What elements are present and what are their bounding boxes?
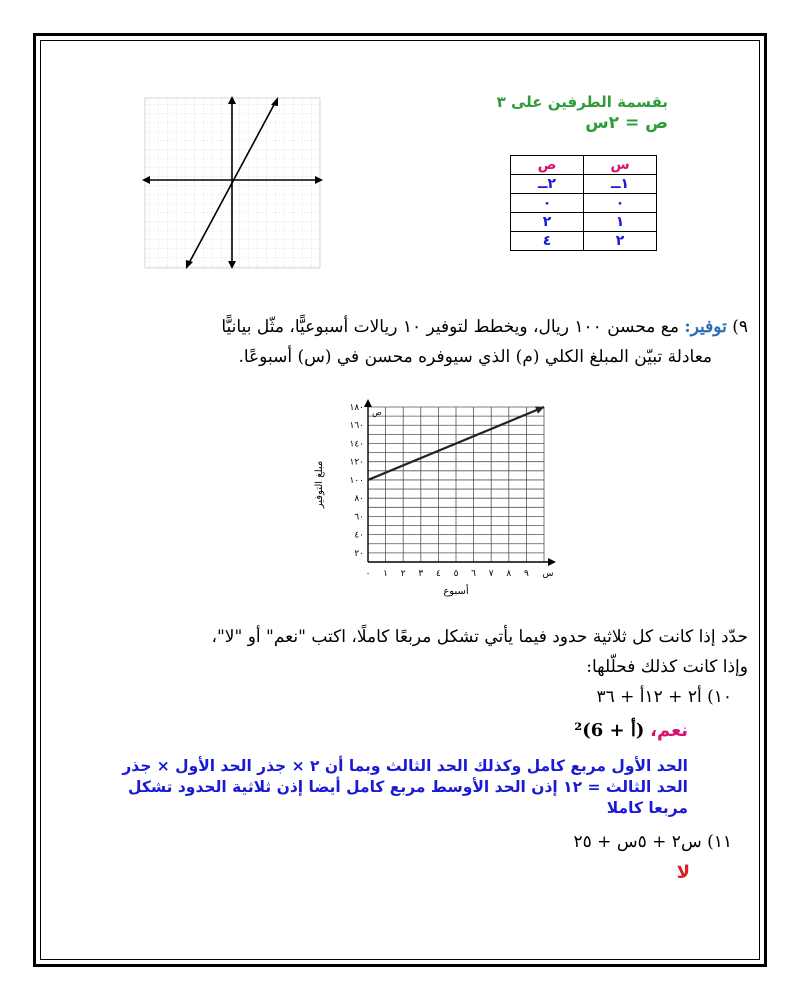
y-tick-label: ٦٠: [354, 512, 364, 523]
q10-explanation: [48, 756, 688, 819]
q9-text-line1: مع محسن ١٠٠ ريال، ويخطط لتوفير ١٠ ريالات أسبوعيًّا، مثّل بيانيًّا: [221, 317, 679, 337]
table-cell: ٠: [511, 194, 584, 213]
y-tick-label: ٤٠: [354, 530, 364, 541]
table-row: [511, 175, 657, 194]
x-tick-label: ٥: [453, 569, 459, 579]
q9-text-line2: معادلة تبيّن المبلغ الكلي (م) الذي سيوفره محسن في (س) أسبوعًا.: [238, 347, 712, 367]
table-cell: ٢: [584, 232, 657, 251]
x-tick-label: ٧: [488, 569, 494, 579]
table-cell: ٠: [584, 194, 657, 213]
x-tick-label: ٠: [365, 569, 371, 579]
q9-title: توفير:: [684, 317, 727, 337]
equation-label: ص = ٢س: [585, 113, 668, 133]
q10-answer-expr: (أ + 6)²: [574, 720, 645, 741]
coordinate-graph: [140, 95, 325, 270]
x-tick-label: ٩: [523, 569, 529, 579]
x-tick-label: ٨: [506, 569, 512, 579]
savings-chart: [300, 395, 560, 600]
y-tick-label: ١٨٠: [349, 403, 364, 413]
table-row: [511, 232, 657, 251]
x-axis-label: أسبوع: [443, 586, 469, 597]
instructions-block: [48, 622, 748, 682]
table-cell: ١ــ: [584, 175, 657, 194]
q10-answer-word: نعم،: [650, 720, 688, 741]
x-axis-arrow: [548, 558, 556, 566]
x-tick-label: ١: [383, 569, 389, 579]
x-tick-label: ٣: [418, 569, 424, 579]
table-row: [511, 194, 657, 213]
y-axis-var: ص: [372, 408, 382, 417]
q11-answer: لا: [676, 862, 690, 883]
q9-number: ٩): [732, 317, 748, 337]
x-tick-label: ٤: [435, 569, 441, 579]
y-tick-label: ١٠٠: [349, 475, 364, 486]
table-cell: ١: [584, 213, 657, 232]
table-cell: ٢ــ: [511, 175, 584, 194]
y-tick-label: ١٦٠: [349, 421, 364, 432]
step-label: بقسمة الطرفين على ٣: [496, 93, 668, 111]
x-tick-label: ٦: [471, 569, 477, 579]
x-tick-label: ٢: [400, 569, 406, 579]
y-tick-label: ١٤٠: [349, 439, 364, 450]
y-tick-label: ٨٠: [354, 494, 364, 505]
y-axis-label: مبلغ التوفير: [314, 460, 325, 509]
q11-expression: ١١) س٢ + ٥س + ٢٥: [573, 832, 732, 852]
q10-explanation-line3: مربعا كاملا: [606, 799, 688, 817]
y-tick-label: ١٢٠: [349, 457, 364, 468]
y-tick-label: ٢٠: [354, 548, 364, 559]
y-axis-arrow: [364, 399, 372, 407]
table-header-cell: ص: [511, 156, 584, 175]
instructions-line1: حدّد إذا كانت كل ثلاثية حدود فيما يأتي تشكل مربعًا كاملًا، اكتب "نعم" أو "لا"،: [211, 627, 748, 647]
table-row: [511, 213, 657, 232]
table-cell: ٢: [511, 213, 584, 232]
table-header-row: [511, 156, 657, 175]
q10-explanation-line1: الحد الأول مربع كامل وكذلك الحد الثالث وبما أن ٢ × جذر الحد الأول × جذر: [122, 757, 688, 775]
q9-line1: [88, 312, 748, 342]
q10-answer: [574, 720, 688, 741]
table-header-cell: س: [584, 156, 657, 175]
q10-expression: ١٠) أ٢ + ١٢أ + ٣٦: [596, 687, 732, 707]
instructions-line2: وإذا كانت كذلك فحلّلها:: [586, 657, 748, 677]
q10-explanation-line2: الحد الثالث = ١٢ إذن الحد الأوسط مربع كامل أيضا إذن ثلاثية الحدود تشكل: [128, 778, 688, 796]
q9-block: [88, 312, 748, 372]
x-axis-var: س: [542, 569, 554, 579]
table-cell: ٤: [511, 232, 584, 251]
xy-table: [510, 155, 657, 251]
